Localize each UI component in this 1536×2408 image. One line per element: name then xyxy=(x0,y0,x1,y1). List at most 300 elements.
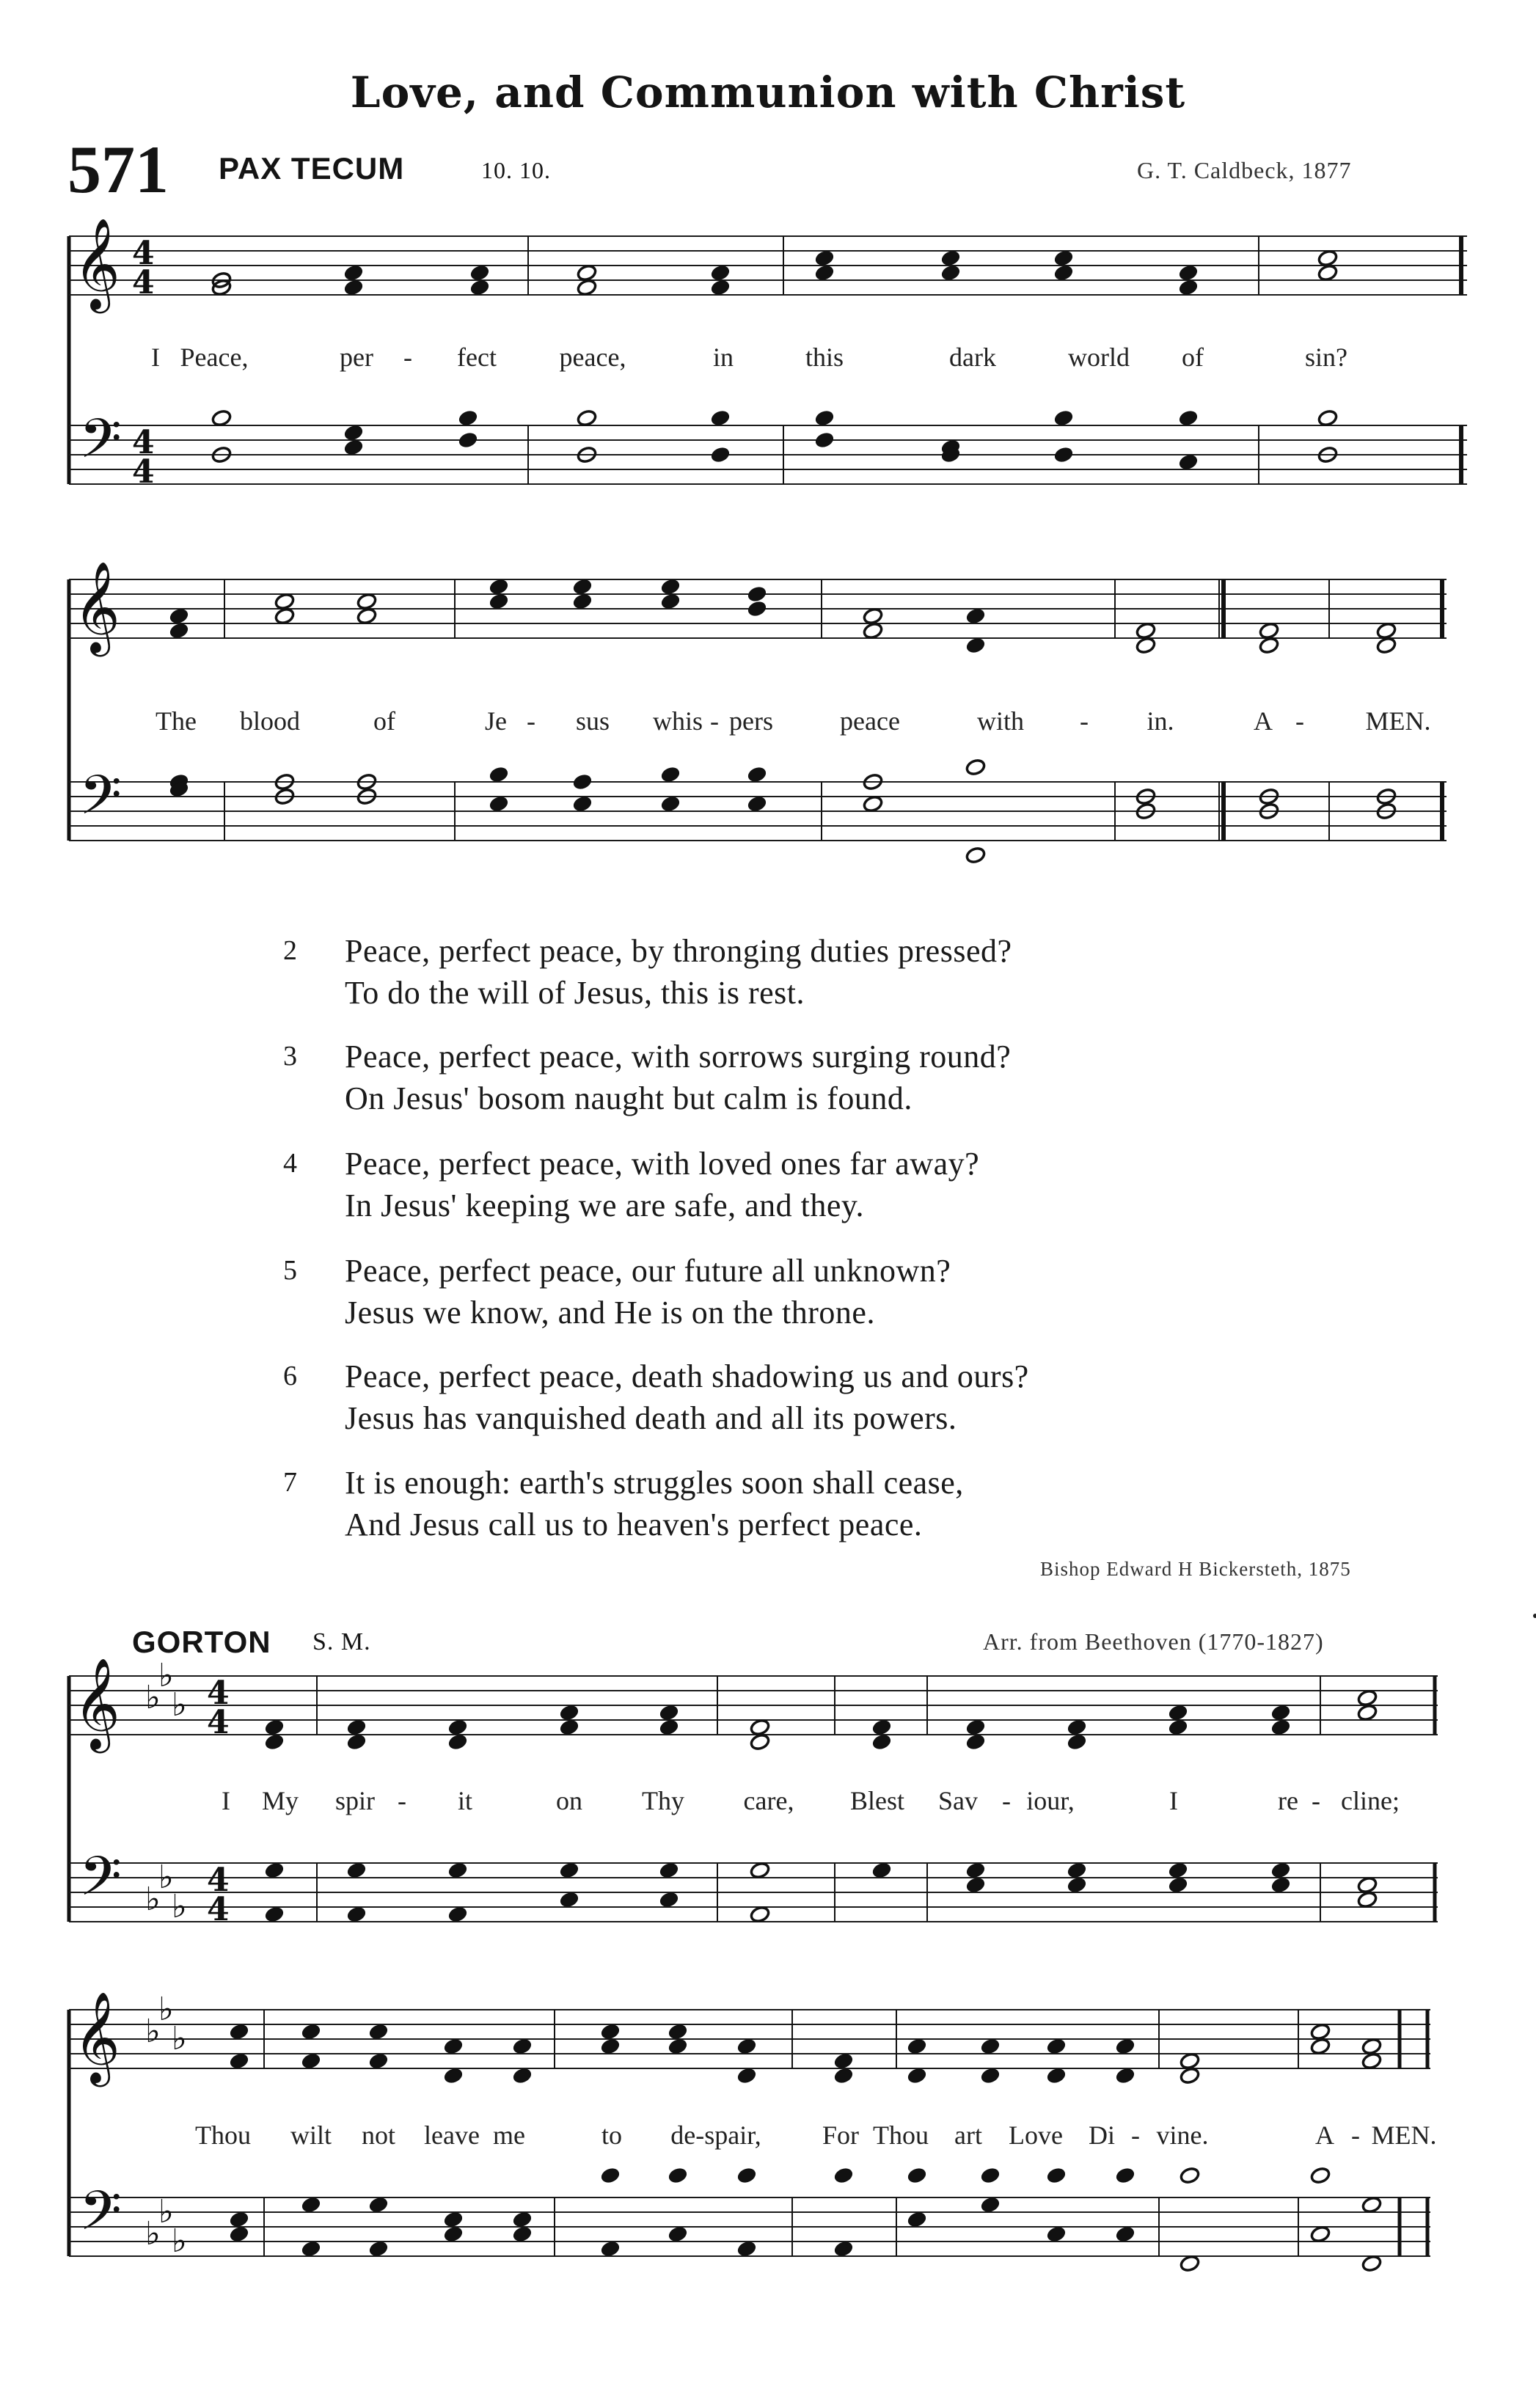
note-head xyxy=(572,773,593,791)
h1-l2-syllable: of xyxy=(373,706,395,736)
note-head xyxy=(871,1719,893,1737)
note-head xyxy=(169,607,190,626)
note-head xyxy=(659,1719,680,1737)
h2-l2-syllable: wilt xyxy=(290,2120,332,2150)
note-head xyxy=(356,607,378,626)
note-head xyxy=(469,279,491,297)
verse-line-1: Peace, perfect peace, death shadowing us and ours? xyxy=(345,1358,1029,1394)
note-head xyxy=(736,2067,758,2085)
verse-line-2: Jesus has vanquished death and all its powers. xyxy=(345,1400,957,1436)
note-head xyxy=(343,264,365,282)
note-head xyxy=(1046,2167,1067,2185)
note-head xyxy=(1046,2225,1067,2244)
note-head xyxy=(443,2211,464,2229)
note-head xyxy=(1053,264,1075,282)
note-head xyxy=(660,766,681,784)
verse-line-2: To do the will of Jesus, this is rest. xyxy=(345,975,805,1011)
flat-sign: ♭ xyxy=(172,2222,187,2260)
h2-l2-syllable: Thou xyxy=(195,2120,251,2150)
note-head xyxy=(814,409,835,428)
treble-clef-icon: 𝄞 xyxy=(73,561,120,653)
note-head xyxy=(264,1862,285,1880)
note-head xyxy=(600,2023,621,2041)
meter: 10. 10. xyxy=(481,157,551,183)
note-head xyxy=(710,409,731,428)
note-head xyxy=(343,279,365,297)
note-head xyxy=(871,1733,893,1752)
note-head xyxy=(1259,622,1280,640)
note-head xyxy=(1361,2255,1383,2273)
note-head xyxy=(1067,1862,1088,1880)
note-head xyxy=(274,593,296,611)
note-head xyxy=(600,2038,621,2056)
note-head xyxy=(1361,2052,1383,2071)
h2-l2-syllable: de-spair, xyxy=(670,2120,761,2150)
h1-l1-syllable: dark xyxy=(949,343,996,372)
note-head xyxy=(1168,1719,1189,1737)
flat-sign: ♭ xyxy=(172,1686,187,1724)
note-head xyxy=(659,1704,680,1722)
note-head xyxy=(229,2211,250,2229)
h1-l1-syllable: Peace, xyxy=(180,343,249,372)
note-head xyxy=(1357,1876,1378,1895)
note-head xyxy=(469,264,491,282)
note-head xyxy=(1115,2167,1136,2185)
note-head xyxy=(668,2023,689,2041)
h1-l2-syllable: in. xyxy=(1146,706,1174,736)
note-head xyxy=(1168,1862,1189,1880)
h2-l1-syllable: Thy xyxy=(642,1786,684,1815)
h2-l1-syllable: Blest xyxy=(849,1786,905,1815)
note-head xyxy=(447,1719,469,1737)
note-head xyxy=(965,758,987,777)
note-head xyxy=(1135,622,1157,640)
note-head xyxy=(512,2225,533,2244)
note-head xyxy=(264,1733,285,1752)
note-head xyxy=(833,2067,855,2085)
note-head xyxy=(443,2225,464,2244)
h1-l2-syllable: - xyxy=(710,706,719,736)
flat-sign: ♭ xyxy=(145,2013,161,2050)
verse-7 xyxy=(283,1462,964,1545)
note-head xyxy=(458,431,479,450)
h2-l1-syllable: care, xyxy=(743,1786,794,1815)
note-head xyxy=(736,2240,758,2258)
note-head xyxy=(668,2038,689,2056)
bass-clef-icon: 𝄢 xyxy=(79,2179,122,2256)
note-head xyxy=(1376,622,1397,640)
note-head xyxy=(572,593,593,611)
h1-l2-syllable: with xyxy=(976,706,1025,736)
note-head xyxy=(1067,1876,1088,1895)
note-head xyxy=(668,2167,689,2185)
verse-line-1: It is enough: earth's struggles soon shall cease, xyxy=(345,1465,964,1501)
note-head xyxy=(512,2038,533,2056)
note-head xyxy=(1046,2067,1067,2085)
time-signature: 4 xyxy=(132,453,155,491)
treble-clef-icon: 𝄞 xyxy=(73,1658,120,1749)
note-head xyxy=(660,578,681,596)
h2-l1-syllable: Sav xyxy=(938,1786,978,1815)
note-head xyxy=(747,600,768,618)
note-head xyxy=(1178,279,1199,297)
flat-sign: ♭ xyxy=(158,2193,174,2230)
verse-2 xyxy=(283,930,1012,1014)
note-head xyxy=(301,2196,322,2214)
note-head xyxy=(577,264,598,282)
page-title: Love, and Communion with Christ xyxy=(350,67,1186,117)
note-head xyxy=(1053,249,1075,268)
h1-l2-syllable: - xyxy=(527,706,535,736)
note-head xyxy=(1180,2067,1201,2085)
note-head xyxy=(368,2023,390,2041)
note-head xyxy=(559,1862,580,1880)
composer-credit: G. T. Caldbeck, 1877 xyxy=(1137,157,1352,183)
note-head xyxy=(907,2038,928,2056)
note-head xyxy=(965,607,987,626)
note-head xyxy=(1270,1876,1292,1895)
note-head xyxy=(965,1719,987,1737)
note-head xyxy=(512,2211,533,2229)
verse-number: 4 xyxy=(283,1148,298,1179)
note-head xyxy=(1270,1719,1292,1737)
verse-line-2: On Jesus' bosom naught but calm is found. xyxy=(345,1080,913,1116)
flat-sign: ♭ xyxy=(145,1881,161,1918)
verse-number: 2 xyxy=(283,935,298,966)
verse-line-2: And Jesus call us to heaven's perfect peace. xyxy=(345,1507,923,1542)
note-head xyxy=(346,1733,367,1752)
note-head xyxy=(458,409,479,428)
note-head xyxy=(559,1891,580,1909)
verse-number: 3 xyxy=(283,1041,298,1072)
h2-l1-syllable: it xyxy=(457,1786,473,1815)
verse-4 xyxy=(283,1143,980,1226)
verse-number: 5 xyxy=(283,1255,298,1286)
note-head xyxy=(343,424,365,442)
note-head xyxy=(572,795,593,813)
note-head xyxy=(489,766,510,784)
h1-l2-syllable: whis xyxy=(652,706,703,736)
note-head xyxy=(1067,1719,1088,1737)
h2-l2-syllable: Thou xyxy=(873,2120,929,2150)
time-signature: 4 xyxy=(207,1675,230,1712)
note-head xyxy=(1135,637,1157,655)
note-head xyxy=(346,1719,367,1737)
flat-sign: ♭ xyxy=(158,1991,174,2028)
note-head xyxy=(1361,2196,1383,2214)
note-head xyxy=(940,264,962,282)
h1-l2-syllable: - xyxy=(1080,706,1089,736)
note-head xyxy=(871,1862,893,1880)
time-signature: 4 xyxy=(207,1862,230,1899)
note-head xyxy=(301,2023,322,2041)
note-head xyxy=(346,1862,367,1880)
note-head xyxy=(750,1862,771,1880)
note-head xyxy=(559,1719,580,1737)
h1-l1-syllable: of xyxy=(1182,343,1204,372)
h2-l1-syllable: - xyxy=(1312,1786,1320,1815)
h1-l2-syllable: sus xyxy=(575,706,610,736)
note-head xyxy=(301,2240,322,2258)
note-head xyxy=(1317,264,1339,282)
note-head xyxy=(1310,2167,1331,2185)
h1-l2-syllable: A xyxy=(1254,706,1273,736)
stray-mark xyxy=(1533,1614,1536,1618)
verse-number: 6 xyxy=(283,1361,298,1391)
note-head xyxy=(264,1906,285,1924)
note-head xyxy=(750,1733,771,1752)
note-head xyxy=(169,622,190,640)
h1-l1-syllable: fect xyxy=(457,343,497,372)
note-head xyxy=(1178,264,1199,282)
note-head xyxy=(577,409,598,428)
note-head xyxy=(1180,2052,1201,2071)
h1-l1-syllable: world xyxy=(1068,343,1130,372)
time-signature: 4 xyxy=(132,235,155,272)
note-head xyxy=(1357,1891,1378,1909)
note-head xyxy=(814,431,835,450)
note-head xyxy=(346,1906,367,1924)
verse-line-2: Jesus we know, and He is on the throne. xyxy=(345,1295,875,1331)
note-head xyxy=(1115,2067,1136,2085)
note-head xyxy=(229,2023,250,2041)
note-head xyxy=(1310,2225,1331,2244)
note-head xyxy=(980,2038,1001,2056)
flat-sign: ♭ xyxy=(145,2215,161,2253)
note-head xyxy=(1310,2038,1331,2056)
note-head xyxy=(572,578,593,596)
note-head xyxy=(833,2240,855,2258)
note-head xyxy=(814,264,835,282)
h1-l2-syllable: peace xyxy=(840,706,900,736)
note-head xyxy=(447,1906,469,1924)
verse-line-2: In Jesus' keeping we are safe, and they. xyxy=(345,1187,865,1223)
h2-l2-syllable: Love xyxy=(1009,2120,1063,2150)
note-head xyxy=(660,593,681,611)
note-head xyxy=(750,1719,771,1737)
note-head xyxy=(1168,1876,1189,1895)
note-head xyxy=(1357,1704,1378,1722)
treble-clef-icon: 𝄞 xyxy=(73,1991,120,2083)
note-head xyxy=(750,1906,771,1924)
note-head xyxy=(1270,1704,1292,1722)
composer-credit-2: Arr. from Beethoven (1770-1827) xyxy=(983,1628,1324,1655)
h1-l2-syllable: The xyxy=(156,706,197,736)
h2-l2-syllable: leave xyxy=(424,2120,480,2150)
note-head xyxy=(940,249,962,268)
note-head xyxy=(907,2211,928,2229)
note-head xyxy=(710,264,731,282)
treble-clef-icon: 𝄞 xyxy=(73,218,120,310)
note-head xyxy=(559,1704,580,1722)
note-head xyxy=(489,593,510,611)
note-head xyxy=(660,795,681,813)
h2-l2-syllable: not xyxy=(361,2120,396,2150)
note-head xyxy=(1361,2038,1383,2056)
note-head xyxy=(1259,637,1280,655)
note-head xyxy=(1053,409,1075,428)
bass-clef-icon: 𝄢 xyxy=(79,764,122,841)
h2-l2-syllable: to xyxy=(601,2120,623,2150)
h1-l2-syllable: - xyxy=(1295,706,1304,736)
flat-sign: ♭ xyxy=(172,2020,187,2057)
h1-l2-syllable: Je xyxy=(485,706,507,736)
verse-number: 7 xyxy=(283,1467,298,1498)
note-head xyxy=(736,2038,758,2056)
verse-line-1: Peace, perfect peace, with loved ones far away? xyxy=(345,1146,980,1182)
note-head xyxy=(447,1733,469,1752)
flat-sign: ♭ xyxy=(158,1859,174,1896)
verse-3 xyxy=(283,1036,1012,1119)
note-head xyxy=(229,2052,250,2071)
note-head xyxy=(1178,453,1199,472)
bass-clef-icon: 𝄢 xyxy=(79,1845,122,1922)
note-head xyxy=(1067,1733,1088,1752)
note-head xyxy=(489,795,510,813)
note-head xyxy=(833,2052,855,2071)
note-head xyxy=(1178,409,1199,428)
note-head xyxy=(1180,2167,1201,2185)
meter-2: S. M. xyxy=(312,1628,371,1655)
note-head xyxy=(965,637,987,655)
h1-l1-syllable: - xyxy=(403,343,412,372)
note-head xyxy=(229,2225,250,2244)
flat-sign: ♭ xyxy=(145,1679,161,1716)
note-head xyxy=(274,607,296,626)
bass-clef-icon: 𝄢 xyxy=(79,407,122,484)
note-head xyxy=(965,1876,987,1895)
verse-line-1: Peace, perfect peace, by thronging duties pressed? xyxy=(345,933,1012,969)
note-head xyxy=(1270,1862,1292,1880)
verse-5 xyxy=(283,1250,951,1333)
h2-l1-syllable: I xyxy=(222,1786,230,1815)
time-signature: 4 xyxy=(207,1891,230,1928)
note-head xyxy=(1115,2038,1136,2056)
note-head xyxy=(980,2067,1001,2085)
note-head xyxy=(814,249,835,268)
note-head xyxy=(1376,637,1397,655)
note-head xyxy=(965,846,987,865)
h2-l1-syllable: I xyxy=(1169,1786,1178,1815)
note-head xyxy=(965,1733,987,1752)
note-head xyxy=(668,2225,689,2244)
h1-l1-syllable: this xyxy=(805,343,844,372)
h2-l2-syllable: MEN. xyxy=(1371,2120,1437,2150)
note-head xyxy=(965,1862,987,1880)
note-head xyxy=(577,279,598,297)
h2-l2-syllable: Di xyxy=(1089,2120,1115,2150)
h1-l2-syllable: pers xyxy=(729,706,773,736)
flat-sign: ♭ xyxy=(172,1888,187,1925)
h1-l2-syllable: blood xyxy=(239,706,301,736)
note-head xyxy=(512,2067,533,2085)
note-head xyxy=(710,446,731,464)
note-head xyxy=(659,1891,680,1909)
note-head xyxy=(368,2196,390,2214)
h2-l1-syllable: spir xyxy=(335,1786,375,1815)
author-credit: Bishop Edward H Bickersteth, 1875 xyxy=(1040,1558,1351,1580)
note-head xyxy=(447,1862,469,1880)
h2-l2-syllable: me xyxy=(493,2120,525,2150)
note-head xyxy=(1317,409,1339,428)
note-head xyxy=(833,2167,855,2185)
note-head xyxy=(301,2052,322,2071)
h2-l1-syllable: re xyxy=(1278,1786,1298,1815)
tune-name-2: GORTON xyxy=(132,1625,271,1659)
note-head xyxy=(907,2167,928,2185)
note-head xyxy=(1317,249,1339,268)
note-head xyxy=(1180,2255,1201,2273)
note-head xyxy=(264,1719,285,1737)
note-head xyxy=(736,2167,758,2185)
h2-l1-syllable: iour, xyxy=(1026,1786,1075,1815)
note-head xyxy=(443,2038,464,2056)
note-head xyxy=(863,607,884,626)
note-head xyxy=(747,766,768,784)
note-head xyxy=(747,795,768,813)
h2-l2-syllable: A xyxy=(1315,2120,1334,2150)
note-head xyxy=(1168,1704,1189,1722)
note-head xyxy=(356,593,378,611)
note-head xyxy=(600,2167,621,2185)
note-head xyxy=(980,2196,1001,2214)
h1-l1-syllable: in xyxy=(712,343,734,372)
note-head xyxy=(710,279,731,297)
h1-l1-syllable: sin? xyxy=(1305,343,1347,372)
note-head xyxy=(863,622,884,640)
time-signature: 4 xyxy=(132,264,155,301)
note-head xyxy=(211,409,233,428)
note-head xyxy=(1115,2225,1136,2244)
verse-6 xyxy=(283,1355,1029,1439)
note-head xyxy=(907,2067,928,2085)
flat-sign: ♭ xyxy=(158,1657,174,1694)
tune-name: PAX TECUM xyxy=(219,151,405,186)
note-head xyxy=(1046,2038,1067,2056)
note-head xyxy=(368,2240,390,2258)
h2-l2-syllable: - xyxy=(1131,2120,1140,2150)
note-head xyxy=(443,2067,464,2085)
h2-l1-syllable: cline; xyxy=(1341,1786,1400,1815)
note-head xyxy=(1310,2023,1331,2041)
h2-l1-syllable: - xyxy=(1002,1786,1011,1815)
h1-l1-syllable: I xyxy=(151,343,160,372)
note-head xyxy=(343,439,365,457)
note-head xyxy=(980,2167,1001,2185)
note-head xyxy=(863,795,884,813)
h2-l2-syllable: vine. xyxy=(1156,2120,1209,2150)
note-head xyxy=(1357,1689,1378,1708)
h2-l2-syllable: - xyxy=(1351,2120,1360,2150)
h1-l1-syllable: per xyxy=(340,343,373,372)
verse-line-1: Peace, perfect peace, our future all unknown? xyxy=(345,1253,951,1289)
h1-l2-syllable: MEN. xyxy=(1365,706,1431,736)
note-head xyxy=(489,578,510,596)
time-signature: 4 xyxy=(207,1704,230,1741)
note-head xyxy=(1053,446,1075,464)
note-head xyxy=(659,1862,680,1880)
h2-l1-syllable: - xyxy=(398,1786,406,1815)
note-head xyxy=(600,2240,621,2258)
h2-l2-syllable: For xyxy=(822,2120,860,2150)
note-head xyxy=(368,2052,390,2071)
time-signature: 4 xyxy=(132,424,155,461)
note-head xyxy=(747,585,768,604)
h2-l2-syllable: art xyxy=(954,2120,982,2150)
h2-l1-syllable: on xyxy=(556,1786,582,1815)
verse-line-1: Peace, perfect peace, with sorrows surging round? xyxy=(345,1039,1012,1075)
h1-l1-syllable: peace, xyxy=(559,343,626,372)
